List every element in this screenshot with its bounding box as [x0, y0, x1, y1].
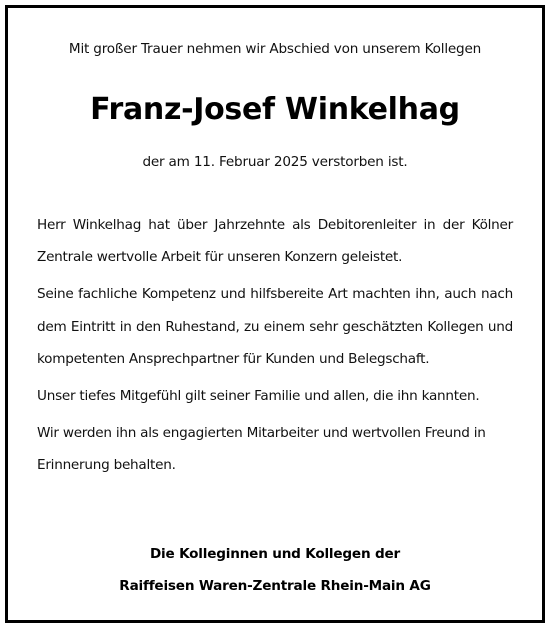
signature	[8, 538, 542, 602]
paragraph-sympathy: Unser tiefes Mitgefühl gilt seiner Familie und allen, die ihn kannten.	[37, 388, 480, 405]
intro-text: Mit großer Trauer nehmen wir Abschied von unserem Kollegen	[68, 41, 482, 57]
paragraph-career: Herr Winkelhag hat über Jahrzehnte als Debitorenleiter in der Kölner Zentrale wertvolle Arbeit für unseren Konzern geleistet.	[37, 217, 513, 266]
deceased-name: Franz-Josef Winkelhag	[90, 92, 460, 127]
notice-body	[37, 209, 513, 487]
obituary-notice	[5, 5, 545, 623]
signature-line-1: Die Kolleginnen und Kollegen der	[149, 546, 401, 562]
paragraph-remembrance: Wir werden ihn als engagierten Mitarbeiter und wertvollen Freund in Erinnerung behalten.	[37, 425, 486, 474]
paragraph-competence: Seine fachliche Kompetenz und hilfsbereite Art machten ihn, auch nach dem Eintritt in den Ruhestand, zu einem sehr geschätzten Kollegen und kompetenten Ansprechpartner für Kunden und Belegschaft.	[37, 286, 513, 367]
signature-line-2: Raiffeisen Waren-Zentrale Rhein-Main AG	[119, 578, 431, 594]
date-line: der am 11. Februar 2025 verstorben ist.	[142, 154, 408, 170]
